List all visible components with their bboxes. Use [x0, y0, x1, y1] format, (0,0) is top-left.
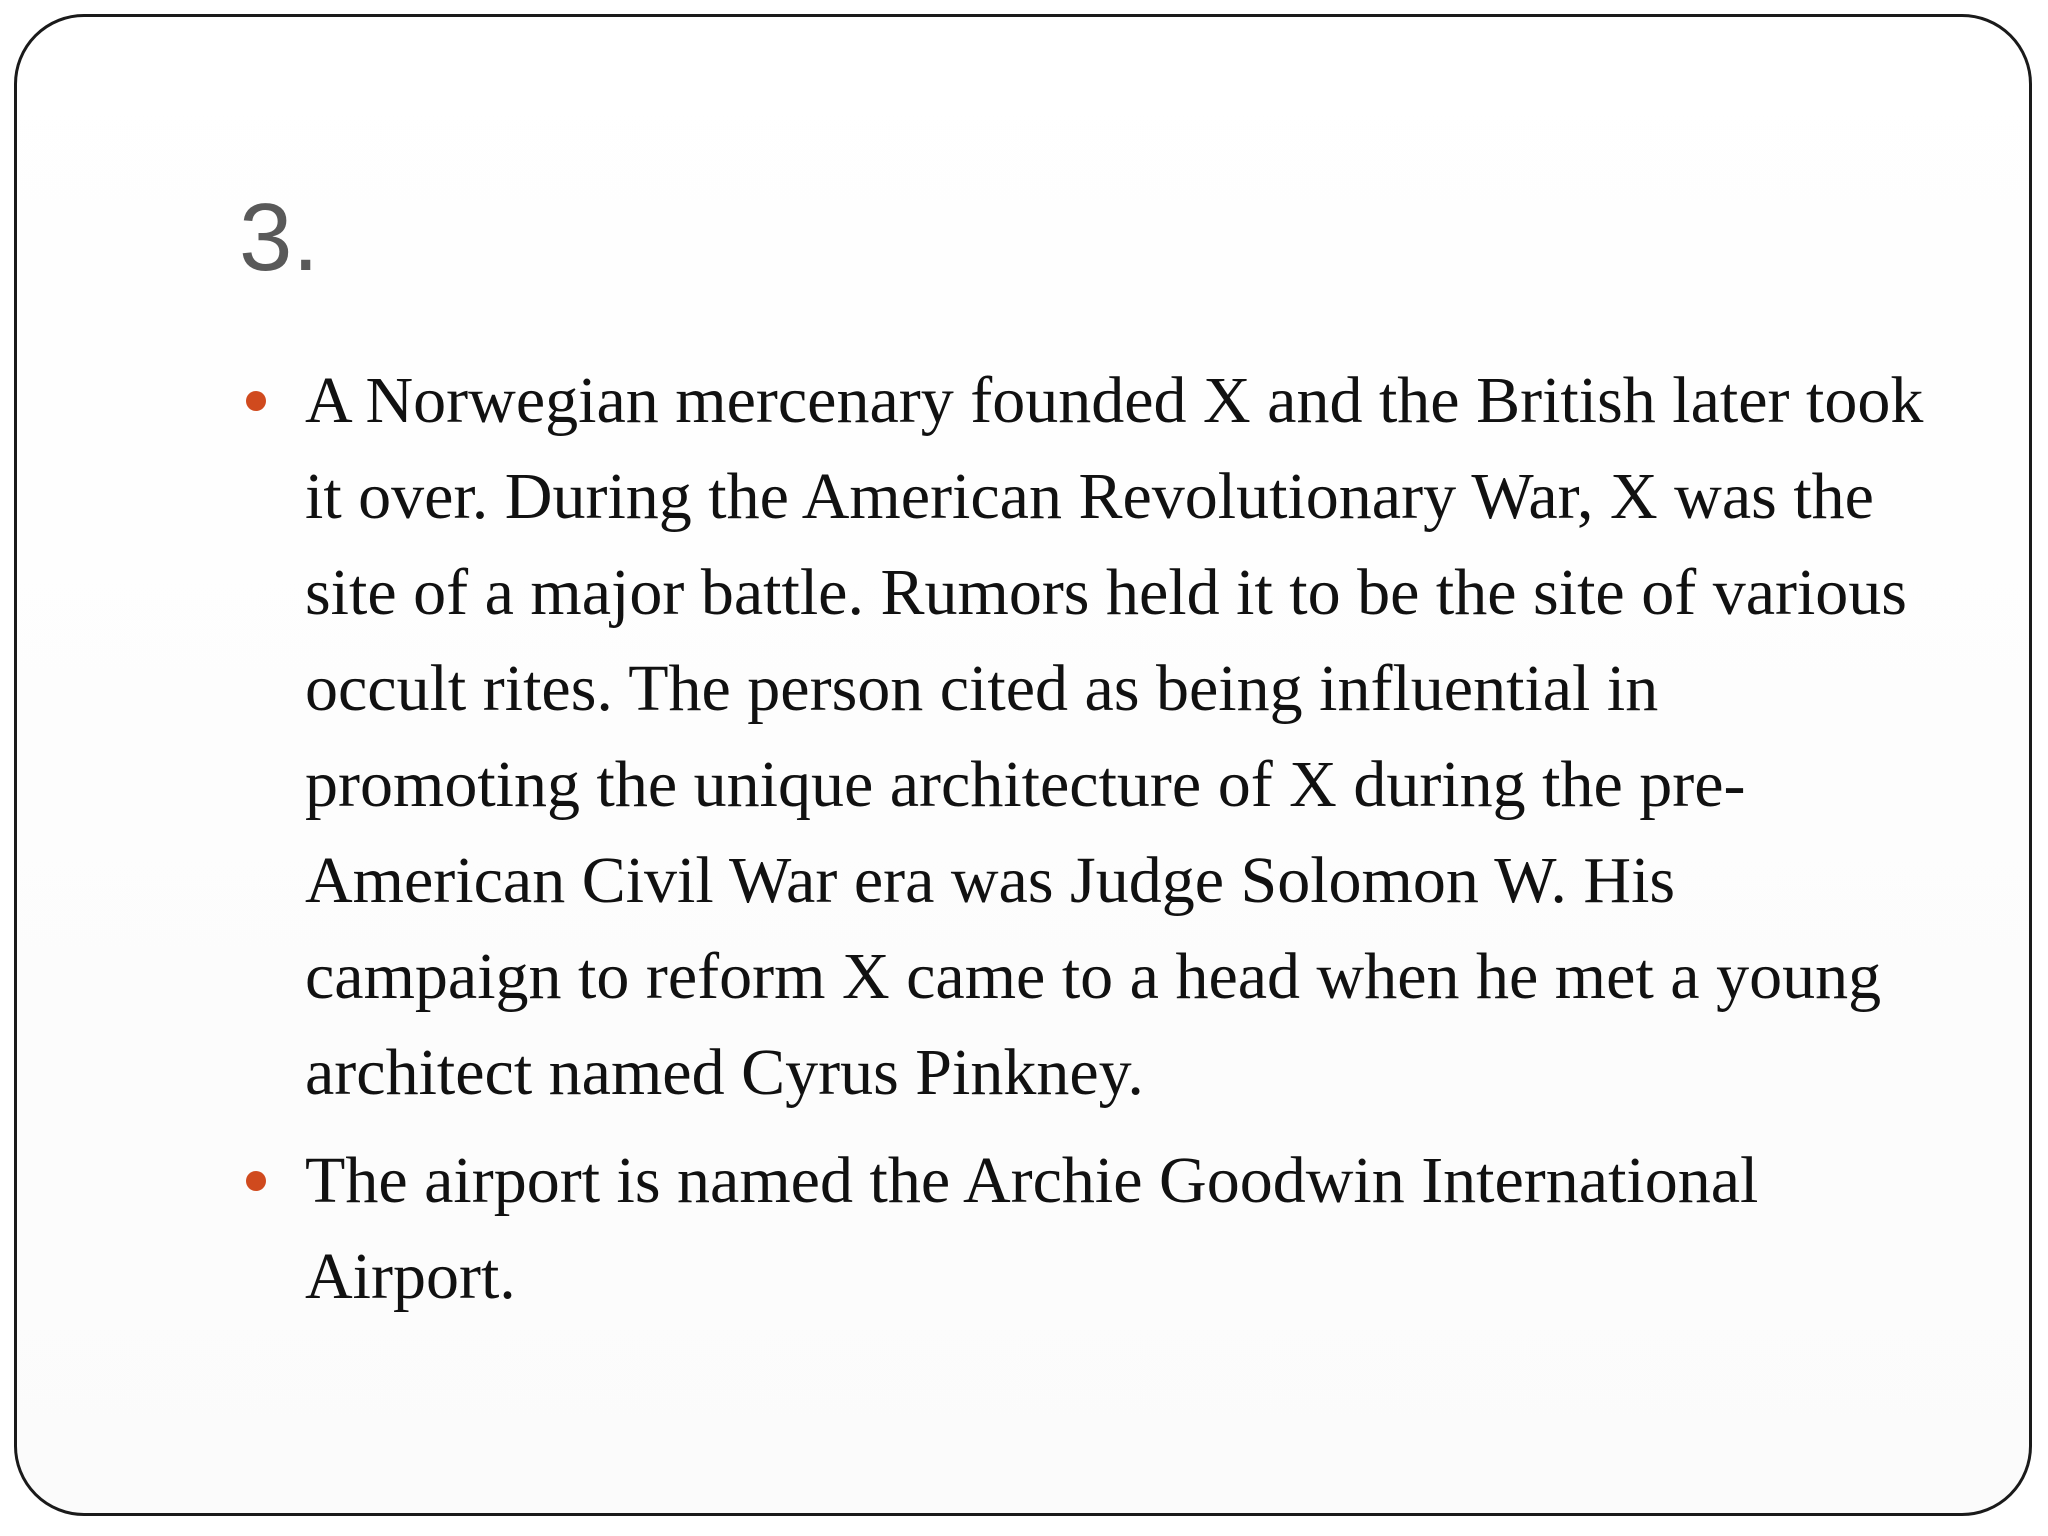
bullet-text: The airport is named the Archie Goodwin International Airport.: [305, 1144, 1759, 1313]
bullet-dot-icon: [246, 391, 266, 411]
bullet-item: [305, 1133, 1945, 1325]
slide-title: 3.: [239, 184, 320, 291]
bullet-dot-icon: [246, 1171, 266, 1191]
bullet-list: [305, 353, 1945, 1337]
bullet-text: A Norwegian mercenary founded X and the British later took it over. During the American Revolutionary War, X was the site of a major battle. Rumors held it to be the site of various occult rites. The person cited as being influential in promoting the unique architecture of X during the pre-American Civil War era was Judge Solomon W. His campaign to reform X came to a head when he met a young architect named Cyrus Pinkney.: [305, 364, 1924, 1109]
bullet-item: [305, 353, 1945, 1121]
slide: [14, 14, 2032, 1516]
